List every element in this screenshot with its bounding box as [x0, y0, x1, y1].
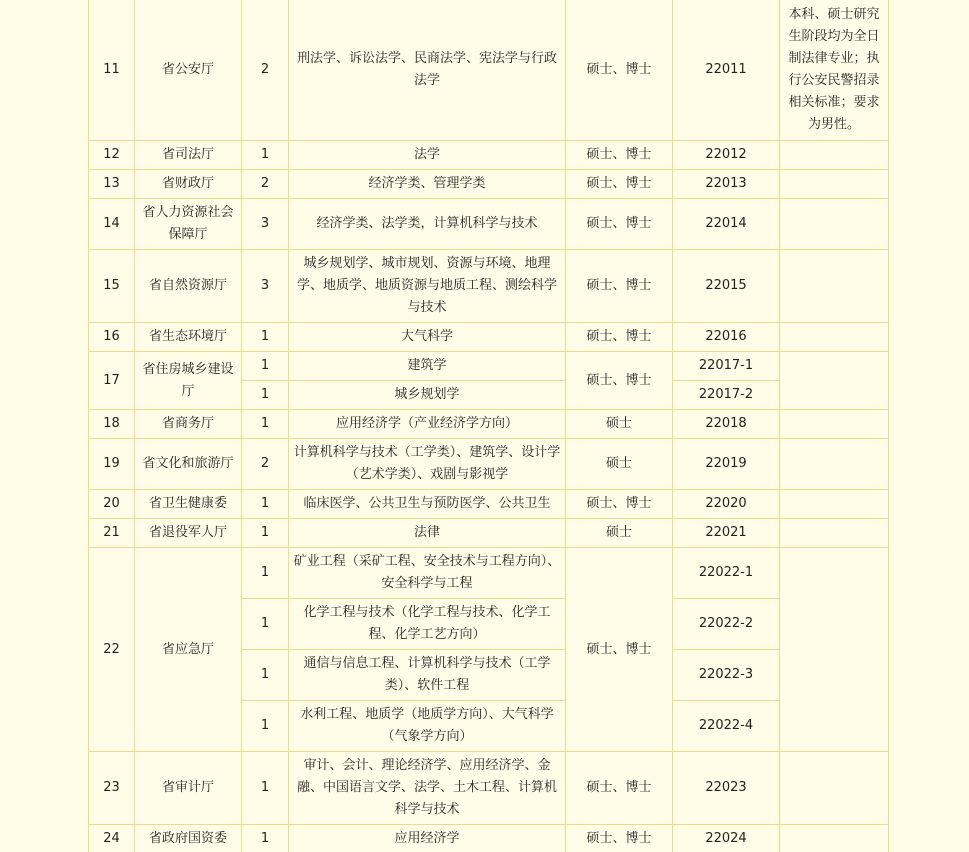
unit-name: 省公安厅: [135, 0, 242, 141]
row-number: 23: [89, 752, 135, 825]
position-code: 22024: [673, 825, 780, 852]
row-number: 22: [89, 548, 135, 752]
remarks: [780, 752, 889, 825]
hire-count: 1: [242, 141, 289, 170]
table-row: [89, 825, 889, 852]
hire-count: 1: [242, 410, 289, 439]
degree-requirement: 硕士、博士: [566, 199, 673, 250]
hire-count: 1: [242, 599, 289, 650]
major-requirement: 临床医学、公共卫生与预防医学、公共卫生: [289, 490, 566, 519]
hire-count: 1: [242, 519, 289, 548]
remarks: [780, 825, 889, 852]
unit-name: 省住房城乡建设厅: [135, 352, 242, 410]
position-code: 22014: [673, 199, 780, 250]
position-code: 22021: [673, 519, 780, 548]
hire-count: 1: [242, 490, 289, 519]
table-row: [89, 410, 889, 439]
major-requirement: 审计、会计、理论经济学、应用经济学、金融、中国语言文学、法学、土木工程、计算机科学与技术: [289, 752, 566, 825]
remarks: [780, 490, 889, 519]
position-code: 22017-1: [673, 352, 780, 381]
hire-count: 1: [242, 352, 289, 381]
table-row: [89, 519, 889, 548]
position-code: 22023: [673, 752, 780, 825]
major-requirement: 经济学类、法学类，计算机科学与技术: [289, 199, 566, 250]
unit-name: 省商务厅: [135, 410, 242, 439]
remarks: [780, 323, 889, 352]
major-requirement: 城乡规划学、城市规划、资源与环境、地理学、地质学、地质资源与地质工程、测绘科学与技术: [289, 250, 566, 323]
unit-name: 省政府国资委: [135, 825, 242, 852]
major-requirement: 通信与信息工程、计算机科学与技术（工学类）、软件工程: [289, 650, 566, 701]
remarks: [780, 439, 889, 490]
major-requirement: 城乡规划学: [289, 381, 566, 410]
hire-count: 3: [242, 199, 289, 250]
table-row: [89, 752, 889, 825]
major-requirement: 大气科学: [289, 323, 566, 352]
major-requirement: 建筑学: [289, 352, 566, 381]
position-code: 22022-4: [673, 701, 780, 752]
row-number: 19: [89, 439, 135, 490]
degree-requirement: 硕士、博士: [566, 490, 673, 519]
table-row: [89, 352, 889, 381]
position-code: 22022-1: [673, 548, 780, 599]
remarks: 本科、硕士研究生阶段均为全日制法律专业；执行公安民警招录相关标准；要求为男性。: [780, 0, 889, 141]
table-row: [89, 199, 889, 250]
recruitment-table: [88, 0, 889, 852]
degree-requirement: 硕士: [566, 439, 673, 490]
degree-requirement: 硕士、博士: [566, 141, 673, 170]
table-row: [89, 439, 889, 490]
row-number: 20: [89, 490, 135, 519]
hire-count: 2: [242, 439, 289, 490]
major-requirement: 应用经济学: [289, 825, 566, 852]
position-code: 22016: [673, 323, 780, 352]
row-number: 17: [89, 352, 135, 410]
degree-requirement: 硕士、博士: [566, 825, 673, 852]
unit-name: 省应急厅: [135, 548, 242, 752]
position-code: 22022-3: [673, 650, 780, 701]
degree-requirement: 硕士、博士: [566, 250, 673, 323]
remarks: [780, 170, 889, 199]
row-number: 11: [89, 0, 135, 141]
row-number: 15: [89, 250, 135, 323]
major-requirement: 经济学类、管理学类: [289, 170, 566, 199]
unit-name: 省文化和旅游厅: [135, 439, 242, 490]
unit-name: 省人力资源社会保障厅: [135, 199, 242, 250]
position-code: 22013: [673, 170, 780, 199]
hire-count: 1: [242, 825, 289, 852]
position-code: 22015: [673, 250, 780, 323]
table-row: [89, 490, 889, 519]
table-row: [89, 323, 889, 352]
major-requirement: 刑法学、诉讼法学、民商法学、宪法学与行政法学: [289, 0, 566, 141]
hire-count: 2: [242, 170, 289, 199]
degree-requirement: 硕士、博士: [566, 548, 673, 752]
table-row: [89, 250, 889, 323]
hire-count: 1: [242, 548, 289, 599]
unit-name: 省自然资源厅: [135, 250, 242, 323]
hire-count: 3: [242, 250, 289, 323]
hire-count: 1: [242, 381, 289, 410]
hire-count: 1: [242, 323, 289, 352]
degree-requirement: 硕士: [566, 410, 673, 439]
position-code: 22011: [673, 0, 780, 141]
unit-name: 省生态环境厅: [135, 323, 242, 352]
degree-requirement: 硕士、博士: [566, 170, 673, 199]
table-row: [89, 141, 889, 170]
remarks: [780, 548, 889, 752]
position-code: 22012: [673, 141, 780, 170]
degree-requirement: 硕士: [566, 519, 673, 548]
degree-requirement: 硕士、博士: [566, 323, 673, 352]
major-requirement: 计算机科学与技术（工学类）、建筑学、设计学（艺术学类）、戏剧与影视学: [289, 439, 566, 490]
remarks: [780, 410, 889, 439]
row-number: 18: [89, 410, 135, 439]
remarks: [780, 352, 889, 410]
row-number: 21: [89, 519, 135, 548]
hire-count: 1: [242, 752, 289, 825]
remarks: [780, 141, 889, 170]
degree-requirement: 硕士、博士: [566, 0, 673, 141]
unit-name: 省财政厅: [135, 170, 242, 199]
row-number: 13: [89, 170, 135, 199]
unit-name: 省司法厅: [135, 141, 242, 170]
major-requirement: 化学工程与技术（化学工程与技术、化学工程、化学工艺方向）: [289, 599, 566, 650]
hire-count: 1: [242, 650, 289, 701]
table-row: [89, 548, 889, 599]
degree-requirement: 硕士、博士: [566, 752, 673, 825]
major-requirement: 应用经济学（产业经济学方向）: [289, 410, 566, 439]
remarks: [780, 519, 889, 548]
position-code: 22018: [673, 410, 780, 439]
hire-count: 1: [242, 701, 289, 752]
major-requirement: 矿业工程（采矿工程、安全技术与工程方向）、安全科学与工程: [289, 548, 566, 599]
row-number: 24: [89, 825, 135, 852]
position-code: 22022-2: [673, 599, 780, 650]
position-code: 22020: [673, 490, 780, 519]
table-row: [89, 0, 889, 141]
position-code: 22019: [673, 439, 780, 490]
unit-name: 省退役军人厅: [135, 519, 242, 548]
row-number: 14: [89, 199, 135, 250]
unit-name: 省卫生健康委: [135, 490, 242, 519]
table-row: [89, 170, 889, 199]
major-requirement: 法学: [289, 141, 566, 170]
hire-count: 2: [242, 0, 289, 141]
major-requirement: 法律: [289, 519, 566, 548]
major-requirement: 水利工程、地质学（地质学方向）、大气科学（气象学方向）: [289, 701, 566, 752]
position-code: 22017-2: [673, 381, 780, 410]
row-number: 12: [89, 141, 135, 170]
remarks: [780, 199, 889, 250]
row-number: 16: [89, 323, 135, 352]
remarks: [780, 250, 889, 323]
unit-name: 省审计厅: [135, 752, 242, 825]
degree-requirement: 硕士、博士: [566, 352, 673, 410]
